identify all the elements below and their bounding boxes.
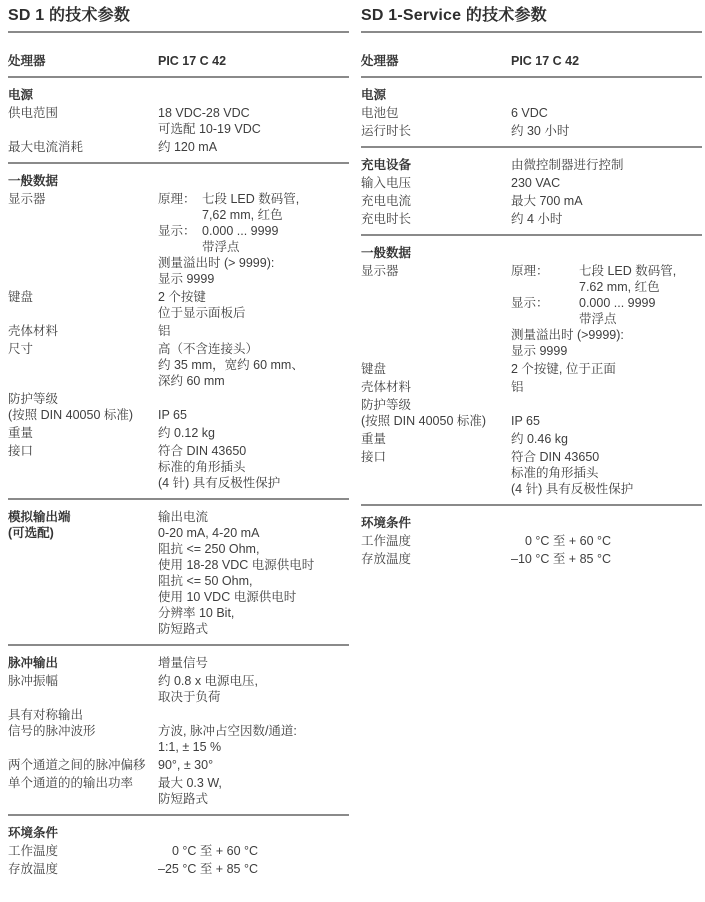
param-label: 接口: [8, 444, 34, 458]
param-value: 防短路式: [158, 622, 209, 636]
spec-row: [361, 123, 702, 139]
param-label: 脉冲振幅: [8, 674, 59, 688]
param-value: –25 °C 至 + 85 °C: [158, 862, 258, 876]
spec-row: [361, 361, 702, 377]
param-value: 显示 9999: [511, 344, 568, 358]
param-value: 分辨率 10 Bit,: [158, 606, 235, 620]
spec-row: [8, 861, 349, 877]
param-value: 0.000 ... 9999: [579, 296, 656, 310]
param-value: 使用 18-28 VDC 电源供电时: [158, 558, 315, 572]
param-label: (按照 DIN 40050 标准): [361, 414, 487, 428]
param-value: 带浮点: [579, 312, 617, 326]
param-label: 重量: [361, 432, 387, 446]
section-header: 一般数据: [8, 174, 59, 188]
param-value: 阻抗 <= 250 Ohm,: [158, 542, 260, 556]
param-value: 阻抗 <= 50 Ohm,: [158, 574, 253, 588]
spec-row: [361, 211, 702, 227]
spec-row-processor: [361, 53, 702, 69]
param-label: 显示器: [8, 192, 46, 206]
sub-label: 原理：: [158, 192, 196, 206]
section-header: 环境条件: [8, 826, 59, 840]
param-value: 约 0.8 x 电源电压,: [158, 674, 259, 688]
param-label: 存放温度: [8, 862, 59, 876]
spec-row-display: [361, 263, 702, 359]
spec-row: [8, 673, 349, 705]
param-label: 尺寸: [8, 342, 34, 356]
spec-row: [361, 175, 702, 191]
param-label: 接口: [361, 450, 387, 464]
divider-rule: [361, 76, 702, 78]
param-label: 电池包: [361, 106, 399, 120]
section-header-row: [361, 157, 702, 173]
param-label: 壳体材料: [8, 324, 59, 338]
spec-row: [8, 105, 349, 137]
param-value: 可选配 10-19 VDC: [158, 122, 261, 136]
param-value: 防短路式: [158, 792, 209, 806]
spec-row-display: [8, 191, 349, 287]
param-value: 使用 10 VDC 电源供电时: [158, 590, 297, 604]
param-value: 90°, ± 30°: [158, 758, 214, 772]
param-label: 工作温度: [361, 534, 412, 548]
spec-row: [361, 379, 702, 395]
param-label: 壳体材料: [361, 380, 412, 394]
section-header: 一般数据: [361, 246, 412, 260]
param-value: 1:1, ± 15 %: [158, 740, 222, 754]
param-value: PIC 17 C 42: [158, 54, 227, 68]
column-sd1-service: [361, 6, 702, 879]
spec-row: [361, 533, 702, 549]
spec-row: [361, 551, 702, 567]
param-value: 约 30 小时: [511, 124, 570, 138]
section-header-row: [361, 245, 702, 261]
param-value: (4 针) 具有反极性保护: [511, 482, 634, 496]
spec-row: [8, 425, 349, 441]
divider-rule: [8, 498, 349, 500]
spec-row: [8, 139, 349, 155]
param-value: 符合 DIN 43650: [158, 444, 247, 458]
param-label: 显示器: [361, 264, 399, 278]
section-header-row: [8, 173, 349, 189]
param-value: 2 个按键: [158, 290, 206, 304]
param-label: 充电时长: [361, 212, 412, 226]
param-label: 防护等级: [361, 398, 412, 412]
param-label: 运行时长: [361, 124, 412, 138]
param-value: IP 65: [511, 414, 540, 428]
param-value: 0.000 ... 9999: [202, 224, 279, 238]
param-value: 0-20 mA, 4-20 mA: [158, 526, 260, 540]
spec-row-processor: [8, 53, 349, 69]
spec-row: [361, 449, 702, 497]
sub-label: 显示：: [158, 224, 196, 238]
param-label: 两个通道之间的脉冲偏移: [8, 758, 146, 772]
param-label: 具有对称输出: [8, 708, 84, 722]
param-label: 单个通道的的输出功率: [8, 776, 134, 790]
param-value: 增量信号: [158, 656, 209, 670]
section-header: 脉冲输出: [8, 656, 59, 670]
param-value: 取决于负荷: [158, 690, 221, 704]
param-value: 七段 LED 数码管,: [579, 264, 677, 278]
param-value: –10 °C 至 + 85 °C: [511, 552, 611, 566]
param-label: 处理器: [361, 54, 399, 68]
param-value: 标准的角形插头: [158, 460, 246, 474]
spec-row: [8, 443, 349, 491]
sub-label: 原理：: [511, 264, 549, 278]
param-label: 键盘: [8, 290, 34, 304]
section-header-row: [361, 515, 702, 531]
spec-row: [361, 431, 702, 447]
column-title-sd1: SD 1 的技术参数: [8, 7, 131, 24]
param-value: 测量溢出时 (>9999):: [511, 328, 624, 342]
param-label: 输入电压: [361, 176, 412, 190]
section-header-row: [8, 825, 349, 841]
spec-row: [8, 289, 349, 321]
param-label: 重量: [8, 426, 34, 440]
param-value: (4 针) 具有反极性保护: [158, 476, 281, 490]
divider-rule: [8, 76, 349, 78]
param-label: 处理器: [8, 54, 46, 68]
param-value: 显示 9999: [158, 272, 215, 286]
param-value: 0 °C 至 + 60 °C: [172, 844, 259, 858]
param-value: 7.62 mm, 红色: [579, 280, 660, 294]
spacer-line: [511, 397, 702, 413]
divider-rule: [8, 31, 349, 33]
param-label: 工作温度: [8, 844, 59, 858]
param-label: 存放温度: [361, 552, 412, 566]
spec-row: [8, 323, 349, 339]
spec-row: [361, 105, 702, 121]
param-value: 方波, 脉冲占空因数/通道:: [158, 724, 297, 738]
section-header: 充电设备: [361, 158, 412, 172]
param-value: 最大 700 mA: [511, 194, 583, 208]
param-value: 约 120 mA: [158, 140, 218, 154]
param-value: 铝: [158, 324, 171, 338]
param-value: 高（不含连接头）: [158, 342, 259, 356]
param-value: 测量溢出时 (> 9999):: [158, 256, 275, 270]
section-header: (可选配): [8, 526, 54, 540]
section-header: 电源: [361, 88, 387, 102]
divider-rule: [361, 504, 702, 506]
param-value: 约 0.46 kg: [511, 432, 568, 446]
param-value: 230 VAC: [511, 176, 561, 190]
param-value: PIC 17 C 42: [511, 54, 580, 68]
spec-row-waveform: [8, 707, 349, 755]
param-value: 由微控制器进行控制: [511, 158, 624, 172]
spacer-line: [158, 707, 349, 723]
param-label: 供电范围: [8, 106, 59, 120]
param-value: 位于显示面板后: [158, 306, 246, 320]
divider-rule: [8, 162, 349, 164]
section-header-row: [8, 655, 349, 671]
param-value: 约 0.12 kg: [158, 426, 215, 440]
param-value: 输出电流: [158, 510, 209, 524]
param-value: 6 VDC: [511, 106, 548, 120]
param-value: 约 35 mm，宽约 60 mm、: [158, 358, 304, 372]
param-value: 18 VDC-28 VDC: [158, 106, 250, 120]
param-label: 充电电流: [361, 194, 412, 208]
spec-row: [361, 193, 702, 209]
param-value: IP 65: [158, 408, 187, 422]
spec-row: [8, 341, 349, 389]
spec-row: [8, 757, 349, 773]
spec-row: [8, 843, 349, 859]
param-label: (按照 DIN 40050 标准): [8, 408, 134, 422]
param-value: 带浮点: [202, 240, 240, 254]
param-value: 7,62 mm, 红色: [202, 208, 283, 222]
spec-row-protection: [8, 391, 349, 423]
section-header: 环境条件: [361, 516, 412, 530]
param-label: 防护等级: [8, 392, 59, 406]
param-label: 最大电流消耗: [8, 140, 84, 154]
section-header-row: [8, 87, 349, 103]
divider-rule: [8, 814, 349, 816]
section-header: 电源: [8, 88, 34, 102]
param-value: 深约 60 mm: [158, 374, 225, 388]
divider-rule: [361, 146, 702, 148]
param-value: 0 °C 至 + 60 °C: [525, 534, 612, 548]
spec-row: [8, 775, 349, 807]
param-value: 铝: [511, 380, 524, 394]
column-title-sd1-service: SD 1-Service 的技术参数: [361, 7, 547, 24]
spec-row-protection: [361, 397, 702, 429]
param-value: 七段 LED 数码管,: [202, 192, 300, 206]
spec-row-analog-output: [8, 509, 349, 637]
spacer-line: [158, 391, 349, 407]
param-value: 符合 DIN 43650: [511, 450, 600, 464]
column-sd1: [8, 6, 349, 879]
section-header-row: [361, 87, 702, 103]
divider-rule: [361, 31, 702, 33]
param-label: 键盘: [361, 362, 387, 376]
param-value: 标准的角形插头: [511, 466, 599, 480]
param-label: 信号的脉冲波形: [8, 724, 96, 738]
divider-rule: [361, 234, 702, 236]
param-value: 最大 0.3 W,: [158, 776, 222, 790]
section-header: 模拟输出端: [8, 510, 71, 524]
param-value: 约 4 小时: [511, 212, 563, 226]
sub-label: 显示：: [511, 296, 549, 310]
divider-rule: [8, 644, 349, 646]
param-value: 2 个按键, 位于正面: [511, 362, 616, 376]
